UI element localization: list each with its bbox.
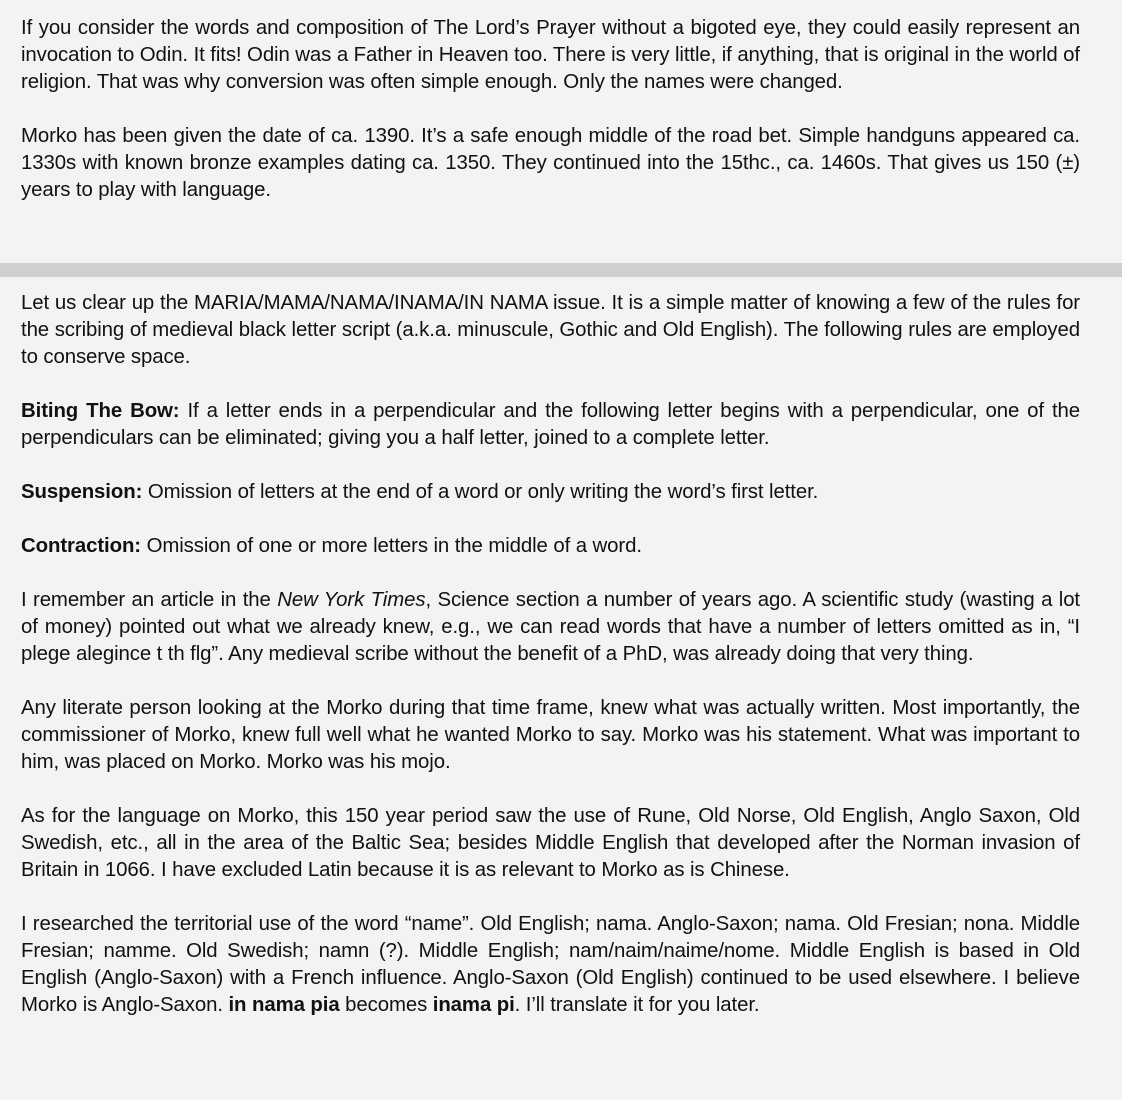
rule-biting-the-bow xyxy=(21,398,1080,452)
top-text-section xyxy=(0,0,1122,263)
research-end: . I’ll translate it for you later. xyxy=(514,994,760,1016)
rule-contraction xyxy=(21,533,1080,560)
rule-term: Suspension: xyxy=(21,481,143,503)
paragraph-morko-date: Morko has been given the date of ca. 1390. It’s a safe enough middle of the road bet. Simple handguns appeared ca. 1330s with known bronze examples dating ca. 1350. They continued into the 15thc., ca. 1460s. That gives us 150 (±) years to play with language. xyxy=(21,125,1080,201)
rule-suspension xyxy=(21,479,1080,506)
research-mid: becomes xyxy=(339,994,433,1016)
newspaper-title: New York Times xyxy=(277,589,426,611)
paragraph-research xyxy=(21,911,1080,1019)
nyt-text-after: , Science section a number of years ago. A scientific study (wasting a lot of money) pointed out what we already knew, e.g., we can read words that have a number of letters omitted as in, “I plege alegince t th flg”. Any medieval scribe without the benefit of a PhD, was already doing that very thing. xyxy=(21,589,1080,665)
paragraph-literate: Any literate person looking at the Morko during that time frame, knew what was actually written. Most importantly, the commissioner of Morko, knew full well what he wanted Morko to say. Morko was his statement. What was important to him, was placed on Morko. Morko was his mojo. xyxy=(21,697,1080,773)
rule-term: Biting The Bow: xyxy=(21,400,180,422)
paragraph-language: As for the language on Morko, this 150 year period saw the use of Rune, Old Norse, Old English, Anglo Saxon, Old Swedish, etc., all in the area of the Baltic Sea; besides Middle English that developed after the Norman invasion of Britain in 1066. I have excluded Latin because it is as relevant to Morko as is Chinese. xyxy=(21,805,1080,881)
paragraph-intro: Let us clear up the MARIA/MAMA/NAMA/INAMA/IN NAMA issue. It is a simple matter of knowing a few of the rules for the scribing of medieval black letter script (a.k.a. minuscule, Gothic and Old English). The following rules are employed to conserve space. xyxy=(21,292,1080,368)
rule-term: Contraction: xyxy=(21,535,141,557)
research-text: I researched the territorial use of the word “name”. Old English; nama. Anglo-Saxon; nama. Old Fresian; nona. Middle Fresian; namme. Old Swedish; namn (?). Middle English; nam/naim/naime/nome. Middle English is based in Old English (Anglo-Saxon) with a French influence. Anglo-Saxon (Old English) continued to be used elsewhere. I believe Morko is Anglo-Saxon. xyxy=(21,913,1080,1016)
rule-definition: If a letter ends in a perpendicular and the following letter begins with a perpendicular, one of the perpendiculars can be eliminated; giving you a half letter, joined to a complete letter. xyxy=(21,400,1080,449)
rule-definition: Omission of one or more letters in the middle of a word. xyxy=(141,535,642,557)
bottom-text-section xyxy=(0,277,1122,1019)
nyt-text-before: I remember an article in the xyxy=(21,589,278,611)
paragraph-nyt xyxy=(21,587,1080,668)
paragraph-lords-prayer: If you consider the words and composition of The Lord’s Prayer without a bigoted eye, they could easily represent an invocation to Odin. It fits! Odin was a Father in Heaven too. There is very little, if anything, that is original in the world of religion. That was why conversion was often simple enough. Only the names were changed. xyxy=(21,17,1080,93)
phrase-inama-pi: inama pi xyxy=(432,994,515,1016)
phrase-in-nama-pia: in nama pia xyxy=(228,994,340,1016)
rule-definition: Omission of letters at the end of a word or only writing the word’s first letter. xyxy=(142,481,819,503)
section-divider xyxy=(0,263,1122,277)
